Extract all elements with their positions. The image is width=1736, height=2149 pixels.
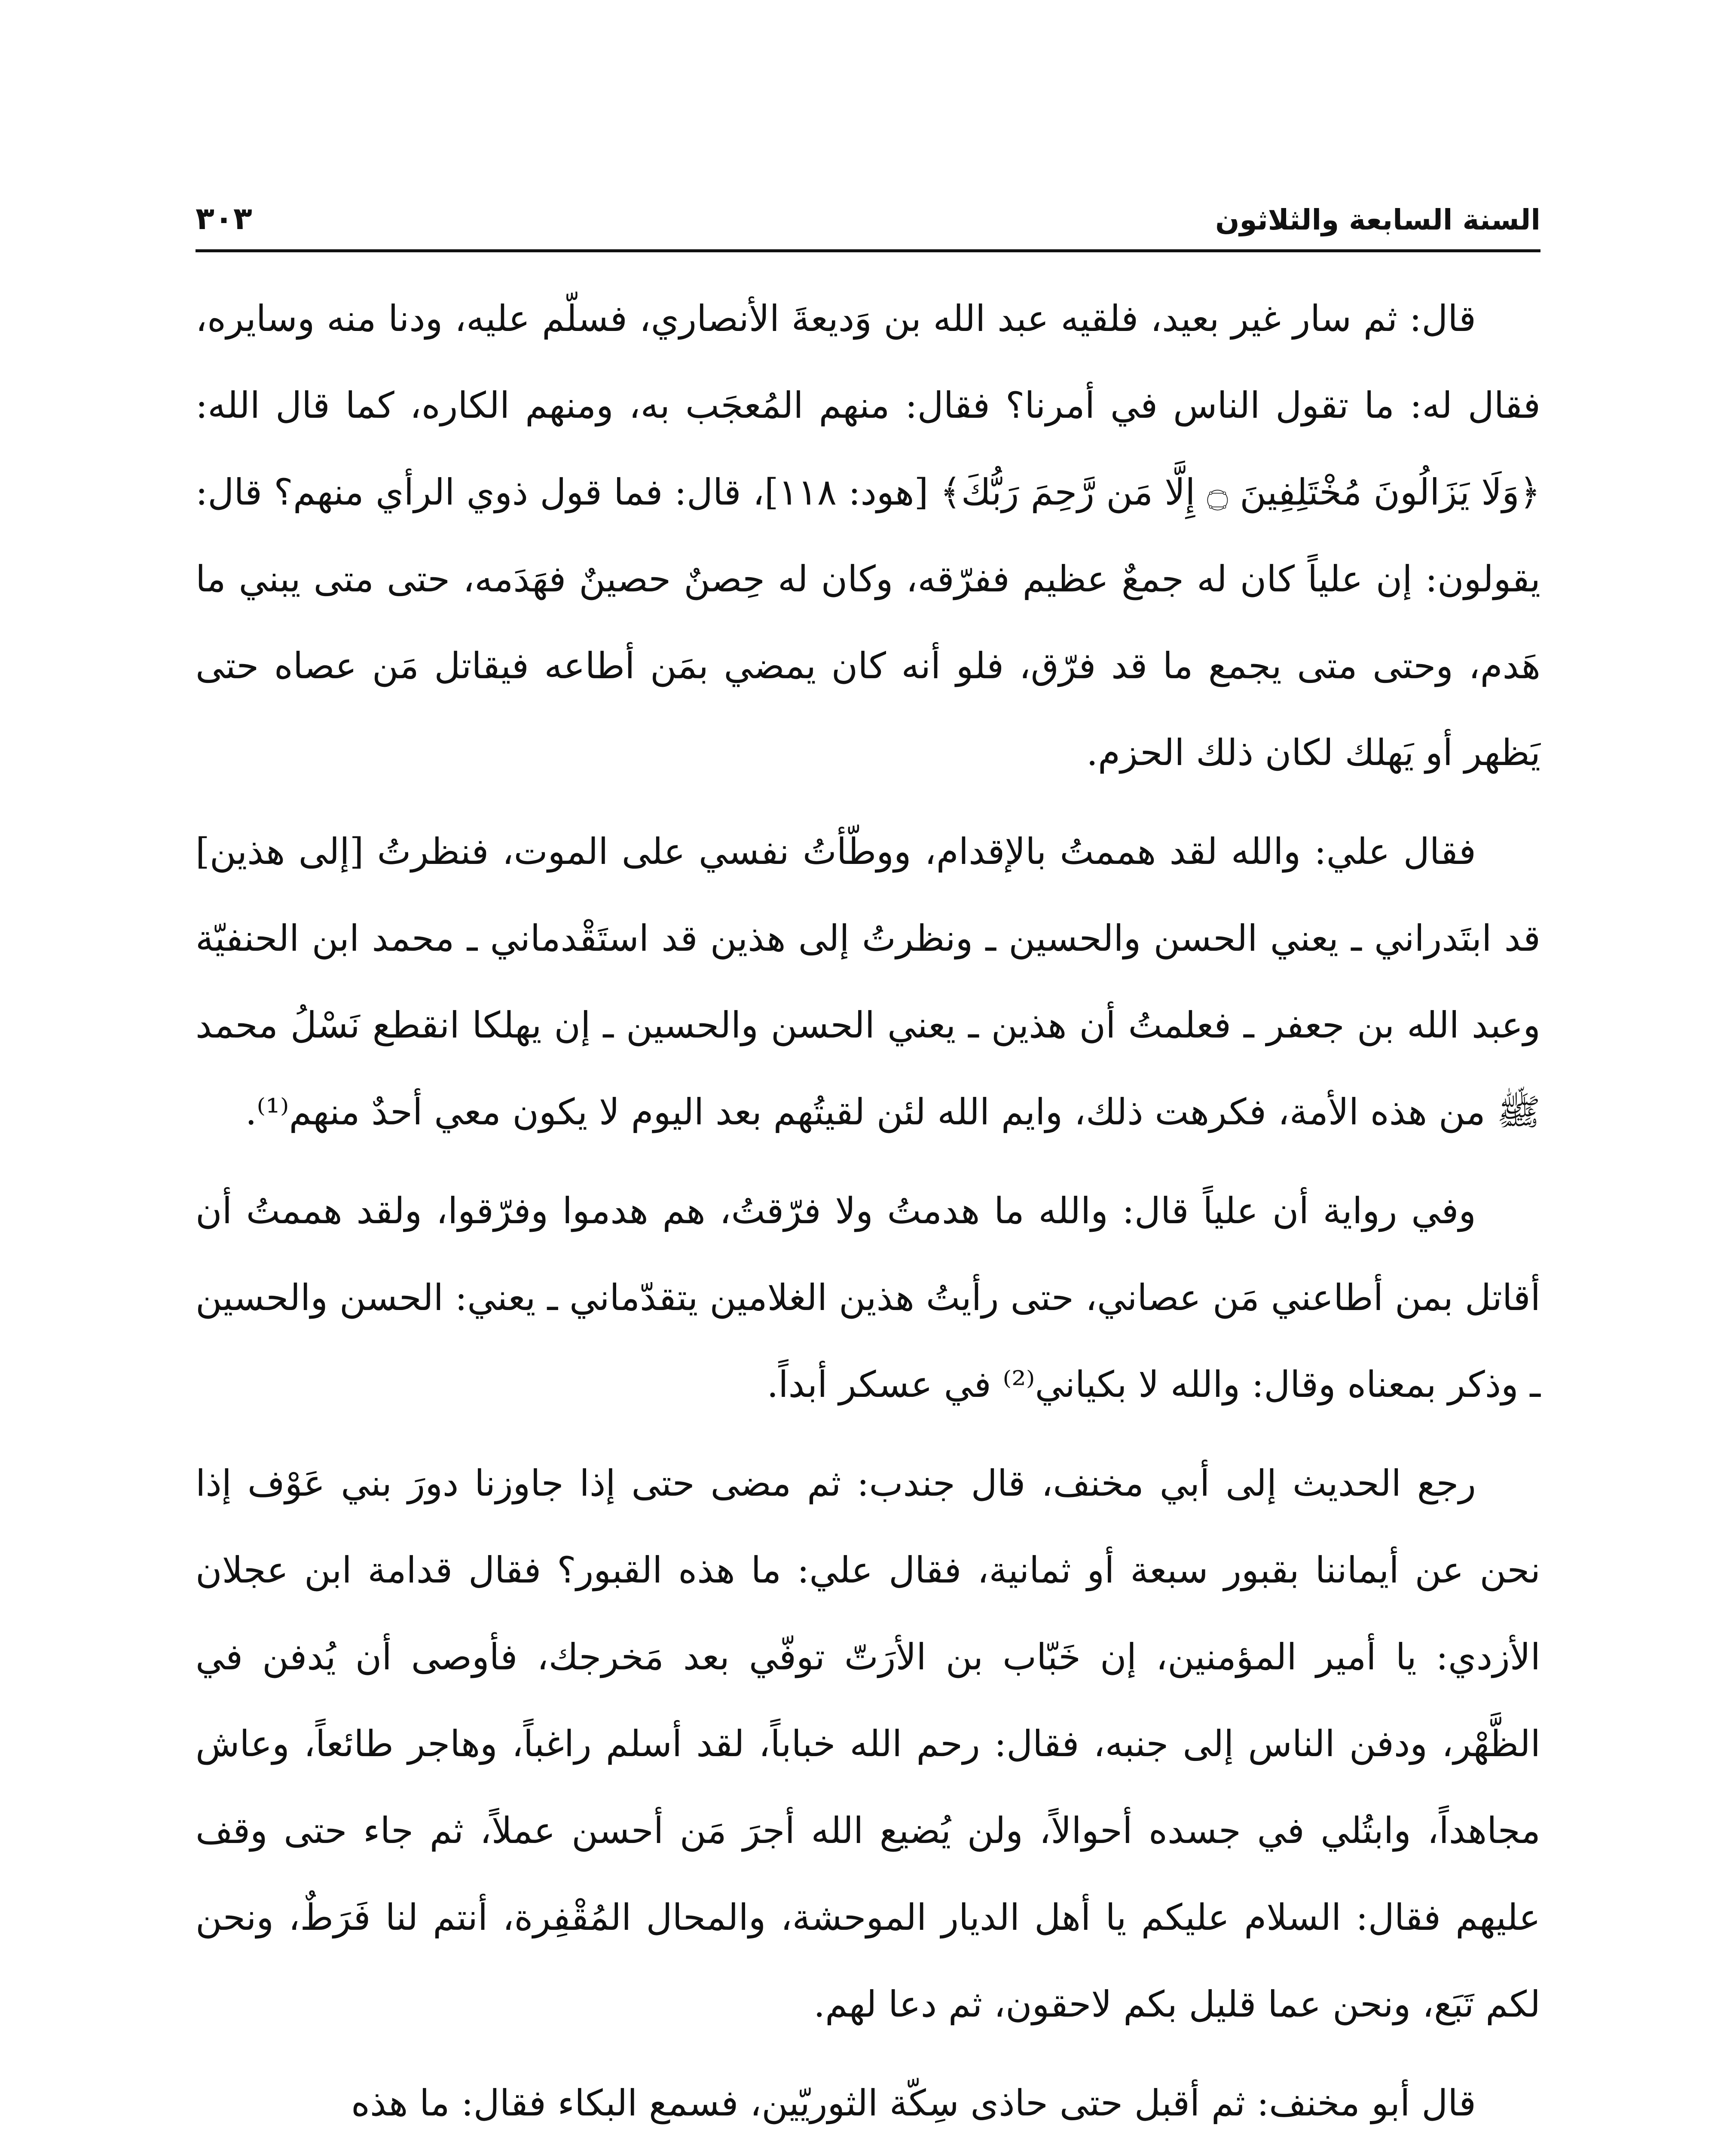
running-header [196,181,1540,236]
paragraph: رجع الحديث إلى أبي مخنف، قال جندب: ثم مضى حتى إذا جاوزنا دورَ بني عَوْف إذا نحن عن أيماننا بقبور سبعة أو ثمانية، فقال علي: ما هذه القبور؟ فقال قدامة ابن عجلان الأزدي: يا أمير المؤمنين، إن خَبّاب بن الأرَتّ توفّي بعد مَخرجك، فأوصى أن يُدفن في الظَّهْر، ودفن الناس إلى جنبه، فقال: رحم الله خباباً، لقد أسلم راغباً، وهاجر طائعاً، وعاش مجاهداً، وابتُلي في جسده أحوالاً، ولن يُضيع الله أجرَ مَن أحسن عملاً، ثم جاء حتى وقف عليهم فقال: السلام عليكم يا أهل الديار الموحشة، والمحال المُقْفِرة، أنتم لنا فَرَطٌ، ونحن لكم تَبَع، ونحن عما قليل بكم لاحقون، ثم دعا لهم. [196,1462,1540,2025]
header-divider [196,249,1540,252]
paragraph: قال: ثم سار غير بعيد، فلقيه عبد الله بن وَديعةَ الأنصاري، فسلّم عليه، ودنا منه وسايره، فقال له: ما تقول الناس في أمرنا؟ فقال: منهم المُعجَب به، ومنهم الكاره، كما قال الله: ﴿وَلَا يَزَالُونَ مُخْتَلِفِينَ ۝ إِلَّا مَن رَّحِمَ رَبُّكَ﴾ [هود: ١١٨]، قال: فما قول ذوي الرأي منهم؟ قال: يقولون: إن علياً كان له جمعٌ عظيم ففرّقه، وكان له حِصنٌ حصينٌ فهَدَمه، حتى متى يبني ما هَدم، وحتى متى يجمع ما قد فرّق، فلو أنه كان يمضي بمَن أطاعه فيقاتل مَن عصاه حتى يَظهر أو يَهلك لكان ذلك الحزم. [196,297,1540,774]
chapter-title: السنة السابعة والثلاثون [1215,203,1540,236]
paragraph: فقال علي: والله لقد هممتُ بالإقدام، ووطّأتُ نفسي على الموت، فنظرتُ [إلى هذين] قد ابتَدراني ـ يعني الحسن والحسين ـ ونظرتُ إلى هذين قد استَقْدماني ـ محمد ابن الحنفيّة وعبد الله بن جعفر ـ فعلمتُ أن هذين ـ يعني الحسن والحسين ـ إن يهلكا انقطع نَسْلُ محمد ﷺ من هذه الأمة، فكرهت ذلك، وايم الله لئن لقيتُهم بعد اليوم لا يكون معي أحدٌ منهم⁽¹⁾. [196,830,1540,1133]
main-text [196,275,1540,2149]
paragraph: وفي رواية أن علياً قال: والله ما هدمتُ ولا فرّقتُ، هم هدموا وفرّقوا، ولقد هممتُ أن أقاتل بمن أطاعني مَن عصاني، حتى رأيتُ هذين الغلامين يتقدّماني ـ يعني: الحسن والحسين ـ وذكر بمعناه وقال: والله لا بكياني⁽²⁾ في عسكر أبداً. [196,1190,1540,1405]
page-number: ٣٠٣ [196,200,252,236]
paragraph: قال أبو مخنف: ثم أقبل حتى حاذى سِكّة الثوريّين، فسمع البكاء فقال: ما هذه [351,2082,1476,2124]
